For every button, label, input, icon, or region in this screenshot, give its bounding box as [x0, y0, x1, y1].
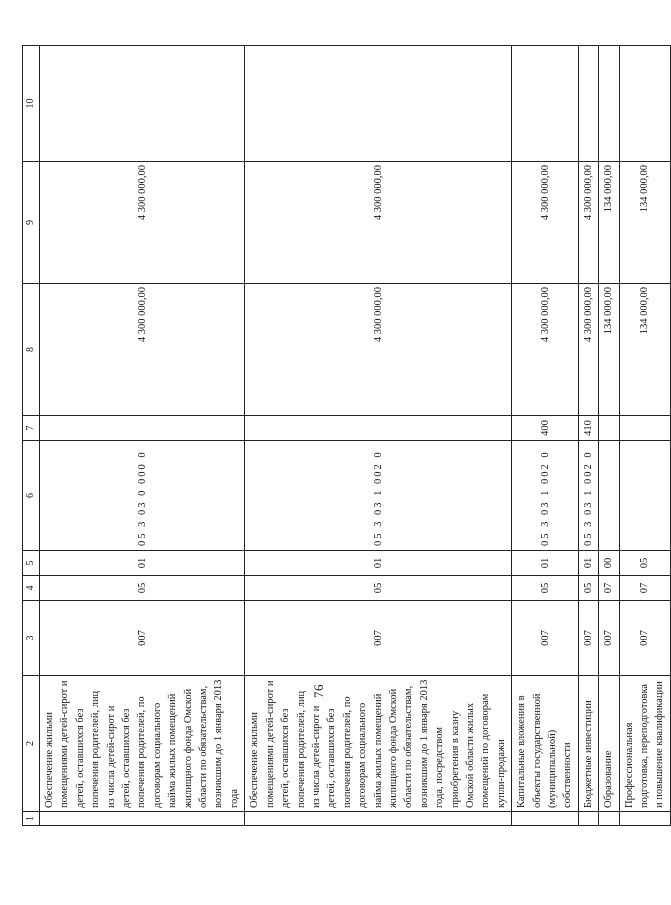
- amount-column-9: 4 300 000,00: [578, 162, 598, 284]
- subsection-code: 05: [619, 551, 670, 576]
- subsection-code: 01: [578, 551, 598, 576]
- row-number-cell: [245, 812, 512, 826]
- section-code: 05: [578, 576, 598, 601]
- expense-type-code: 400: [512, 416, 579, 441]
- column-header: 2: [23, 676, 40, 812]
- budget-table-container: [22, 46, 666, 826]
- row-name: Профессиональная подготовка, переподготовка и повышение квалификации: [619, 676, 670, 812]
- page-number-text: 76: [311, 684, 326, 698]
- amount-column-9: 4 300 000,00: [512, 162, 579, 284]
- target-article-code: [619, 441, 670, 551]
- column-header: 6: [23, 441, 40, 551]
- admin-code: 007: [40, 601, 245, 676]
- amount-column-9: 134 000,00: [619, 162, 670, 284]
- amount-column-10: [245, 46, 512, 162]
- amount-column-9: 134 000,00: [599, 162, 619, 284]
- expense-type-code: 410: [578, 416, 598, 441]
- table-row: [512, 46, 579, 826]
- subsection-code: 01: [245, 551, 512, 576]
- column-header: 1: [23, 812, 40, 826]
- admin-code: 007: [578, 601, 598, 676]
- expense-type-code: [599, 416, 619, 441]
- section-code: 05: [512, 576, 579, 601]
- column-header: 10: [23, 46, 40, 162]
- column-header: 8: [23, 284, 40, 416]
- target-article-code: 05 3 03 1 002 0: [578, 441, 598, 551]
- section-code: 05: [245, 576, 512, 601]
- expense-type-code: [245, 416, 512, 441]
- section-code: 07: [619, 576, 670, 601]
- expense-type-code: [40, 416, 245, 441]
- subsection-code: 01: [40, 551, 245, 576]
- column-header: 9: [23, 162, 40, 284]
- column-header: 7: [23, 416, 40, 441]
- row-name: Обеспечение жильми помещениями детей-сирот и детей, оставшихся без попечения родителей, лиц из числа детей-сирот и детей, оставшихся без попечения родителей, по договорам социального найма жилых помещений жилищного фонда Омской области по обязательствам, возникшим до 1 января 2013 года: [40, 676, 245, 812]
- amount-column-9: 4 300 000,00: [245, 162, 512, 284]
- subsection-code: 00: [599, 551, 619, 576]
- row-name: Бюджетные инвестиции: [578, 676, 598, 812]
- admin-code: 007: [599, 601, 619, 676]
- table-row: [619, 46, 670, 826]
- target-article-code: 05 3 03 1 002 0: [245, 441, 512, 551]
- expense-type-code: [619, 416, 670, 441]
- row-name: Обеспечение жильми помещениями детей-сирот и детей, оставшихся без попечения родителей, лиц из числа детей-сирот и детей, оставшихся без попечения родителей, по договорам социального найма жилых помещений жилищного фонда Омской области по обязательствам, возникшим до 1 января 2013 года, посредством приобретения в казну Омской области жилых помещений по договорам купли-продажи: [245, 676, 512, 812]
- amount-total: 4 300 000,00: [40, 284, 245, 416]
- amount-total: 4 300 000,00: [512, 284, 579, 416]
- table-row: [578, 46, 598, 826]
- budget-table: [22, 45, 671, 826]
- amount-column-10: [619, 46, 670, 162]
- amount-column-10: [578, 46, 598, 162]
- row-number-cell: [578, 812, 598, 826]
- amount-column-10: [40, 46, 245, 162]
- admin-code: 007: [619, 601, 670, 676]
- row-name: Капитальные вложения в объекты государственной (муниципальной) собственности: [512, 676, 579, 812]
- target-article-code: 05 3 03 0 000 0: [40, 441, 245, 551]
- admin-code: 007: [245, 601, 512, 676]
- amount-total: 134 000,00: [599, 284, 619, 416]
- column-header: 4: [23, 576, 40, 601]
- amount-column-9: 4 300 000,00: [40, 162, 245, 284]
- row-number-cell: [619, 812, 670, 826]
- table-row: [245, 46, 512, 826]
- subsection-code: 01: [512, 551, 579, 576]
- target-article-code: [599, 441, 619, 551]
- amount-total: 4 300 000,00: [245, 284, 512, 416]
- column-header: 5: [23, 551, 40, 576]
- table-row: [599, 46, 619, 826]
- row-number-cell: [40, 812, 245, 826]
- table-row: [40, 46, 245, 826]
- amount-column-10: [599, 46, 619, 162]
- section-code: 07: [599, 576, 619, 601]
- row-name: Образование: [599, 676, 619, 812]
- amount-total: 134 000,00: [619, 284, 670, 416]
- row-number-cell: [599, 812, 619, 826]
- column-number-row: [23, 46, 40, 826]
- column-header: 3: [23, 601, 40, 676]
- amount-column-10: [512, 46, 579, 162]
- row-number-cell: [512, 812, 579, 826]
- target-article-code: 05 3 03 1 002 0: [512, 441, 579, 551]
- amount-total: 4 300 000,00: [578, 284, 598, 416]
- section-code: 05: [40, 576, 245, 601]
- admin-code: 007: [512, 601, 579, 676]
